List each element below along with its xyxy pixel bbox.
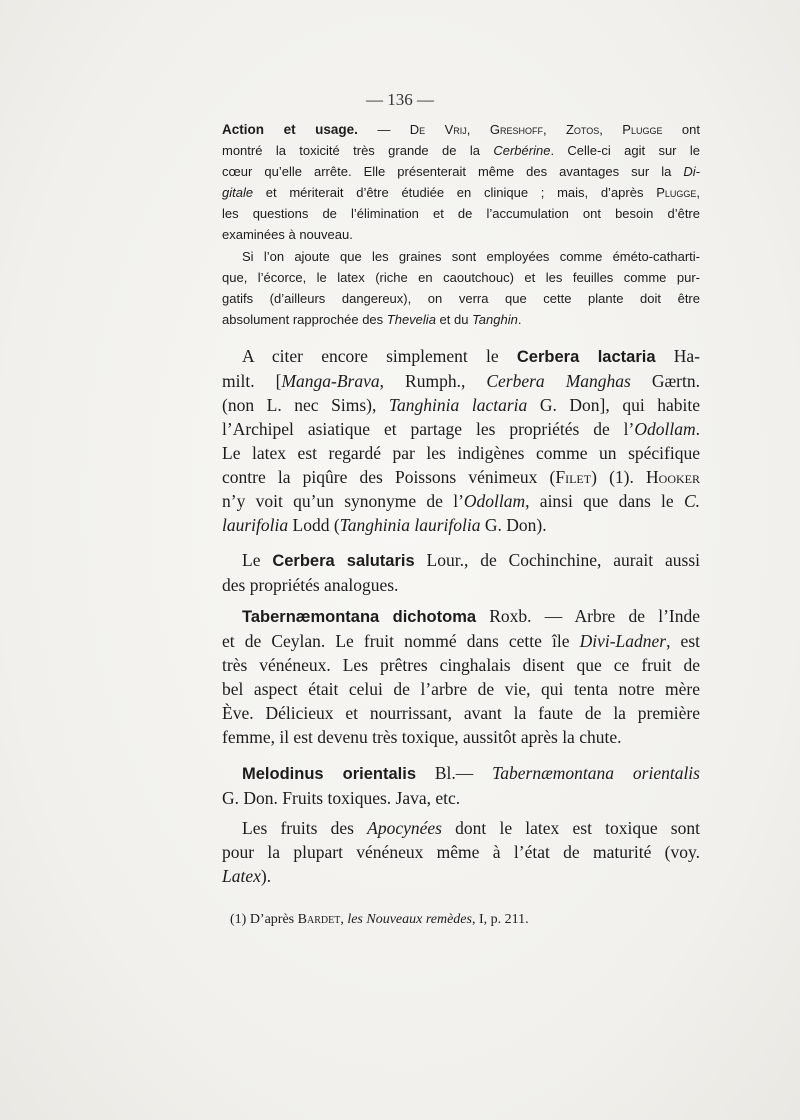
bold-term: Melodinus orientalis <box>242 765 417 783</box>
text-line <box>222 267 700 288</box>
text-line <box>222 629 700 653</box>
text-run: des propriétés analogues. <box>222 575 399 595</box>
text-run: bel aspect était celui de l’arbre de vie, qui tenta notre mère <box>222 679 700 699</box>
italic-text: Apocynées <box>367 818 442 838</box>
text-run: G. Don. Fruits toxiques. Java, etc. <box>222 788 461 808</box>
text-run: , <box>340 912 348 927</box>
text-run: que, l’écorce, le latex (riche en caoutchouc) et les feuilles comme pur- <box>222 270 700 285</box>
text-run: ). <box>260 866 272 886</box>
text-line <box>222 653 700 677</box>
paragraph-melodinus-orientalis <box>222 761 700 810</box>
italic-text: Tabernæmontana orientalis <box>492 763 700 783</box>
author-name: De Vrij, Greshoff, Zotos, Plugge <box>409 122 663 137</box>
author-name: Bardet <box>297 912 341 927</box>
text-line <box>222 513 700 537</box>
italic-text: laurifolia <box>222 515 289 535</box>
italic-text: Odollam <box>634 419 696 439</box>
text-run: , Rumph., <box>379 371 487 391</box>
text-run: Bl.— <box>416 763 493 783</box>
footnote <box>230 910 708 930</box>
bold-term: Tabernæmontana dichotoma <box>242 608 477 626</box>
text-line <box>222 393 700 417</box>
text-line <box>222 119 700 140</box>
text-run: et du <box>435 312 473 327</box>
text-run: , ainsi que dans le <box>525 491 684 511</box>
italic-text: C. <box>683 491 700 511</box>
text-line <box>222 548 700 573</box>
text-run: Si l’on ajoute que les graines sont employées comme éméto-catharti- <box>242 249 700 264</box>
italic-text: Thevelia <box>386 312 436 327</box>
text-line <box>222 761 700 786</box>
text-line <box>222 489 700 513</box>
text-run: absolument rapprochée des <box>222 312 387 327</box>
text-run: l’Archipel asiatique et partage les propriétés de l’ <box>222 419 635 439</box>
text-line <box>222 465 700 489</box>
text-line <box>222 161 700 182</box>
text-run: et mériterait d’être étudiée en clinique ; mais, d’après <box>253 185 657 200</box>
text-line <box>222 864 700 888</box>
text-run: Ha- <box>655 346 700 366</box>
paragraph-apocynees <box>222 816 700 888</box>
text-run: (non L. nec Sims), <box>222 395 389 415</box>
author-name: Filet <box>555 467 592 487</box>
text-run: — <box>357 122 410 137</box>
text-run: ont <box>662 122 701 137</box>
text-line <box>222 182 700 203</box>
paragraph-cerbera-salutaris <box>222 548 700 597</box>
text-run: Le latex est regardé par les indigènes comme un spécifique <box>222 443 700 463</box>
text-run: , <box>696 185 700 200</box>
italic-text: Odollam <box>463 491 526 511</box>
text-run: Lodd ( <box>288 515 340 535</box>
text-run: examinées à nouveau. <box>222 227 353 242</box>
text-line <box>222 369 700 393</box>
text-run: . Celle-ci agit sur le <box>550 143 700 158</box>
text-run: très vénéneux. Les prêtres cinghalais disent que ce fruit de <box>222 655 700 675</box>
text-run: (1) D’après <box>230 912 298 927</box>
text-line <box>222 224 700 245</box>
italic-text: Di- <box>683 164 700 179</box>
text-run: G. Don). <box>480 515 547 535</box>
italic-text: Manga-Brava <box>281 371 380 391</box>
text-line <box>222 246 700 267</box>
author-name: Plugge <box>656 185 697 200</box>
text-run: gatifs (d’ailleurs dangereux), on verra que cette plante doit être <box>222 291 700 306</box>
italic-text: gitale <box>222 185 254 200</box>
paragraph-cerbera-lactaria <box>222 344 700 537</box>
italic-text: Tanghinia laurifolia <box>339 515 481 535</box>
text-line <box>230 910 708 930</box>
text-line <box>222 725 700 749</box>
text-run: G. Don], qui habite <box>527 395 701 415</box>
author-name: Hooker <box>646 467 700 487</box>
text-run: . <box>695 419 700 439</box>
italic-text: Latex <box>222 866 261 886</box>
text-run: contre la piqûre des Poissons vénimeux ( <box>222 467 556 487</box>
text-run: Roxb. — Arbre de l’Inde <box>476 606 700 626</box>
text-line <box>222 344 700 369</box>
text-run: n’y voit qu’un synonyme de l’ <box>222 491 464 511</box>
italic-text: Cerbera Manghas <box>486 371 631 391</box>
text-line <box>222 816 700 840</box>
text-run: Lour., de Cochinchine, aurait aussi <box>414 550 700 570</box>
text-run: dont le latex est toxique sont <box>441 818 700 838</box>
text-line <box>222 140 700 161</box>
text-run: , est <box>666 631 700 651</box>
italic-text: Tanghin <box>472 312 518 327</box>
paragraph-action-et-usage <box>222 119 700 245</box>
text-run: ) (1). <box>591 467 647 487</box>
italic-text: les Nouveaux remèdes <box>347 912 472 927</box>
text-run: . <box>517 312 522 327</box>
text-run: et de Ceylan. Le fruit nommé dans cette île <box>222 631 580 651</box>
text-line <box>222 288 700 309</box>
text-run: montré la toxicité très grande de la <box>222 143 494 158</box>
text-line <box>222 573 700 597</box>
text-run: Ève. Délicieux et nourrissant, avant la faute de la première <box>222 703 700 723</box>
bold-term: Cerbera salutaris <box>272 552 415 570</box>
text-run: , I, p. 211. <box>471 912 529 927</box>
paragraph-tabernaemontana-dichotoma <box>222 604 700 749</box>
italic-text: Divi-Ladner <box>579 631 667 651</box>
text-run: Les fruits des <box>242 818 368 838</box>
italic-text: Cerbérine <box>493 143 551 158</box>
page-number: — 136 — <box>366 90 434 109</box>
text-line <box>222 701 700 725</box>
text-line <box>222 677 700 701</box>
text-run: milt. [ <box>222 371 282 391</box>
text-line <box>222 786 700 810</box>
text-line <box>222 604 700 629</box>
text-run: les questions de l’élimination et de l’accumulation ont besoin d’être <box>222 206 700 221</box>
text-line <box>222 840 700 864</box>
italic-text: Tanghinia lactaria <box>388 395 528 415</box>
text-run: Le <box>242 550 273 570</box>
text-line <box>222 309 700 330</box>
bold-term: Cerbera lactaria <box>516 348 656 366</box>
text-run: A citer encore simplement le <box>242 346 517 366</box>
text-run: femme, il est devenu très toxique, aussitôt après la chute. <box>222 727 622 747</box>
text-line <box>222 441 700 465</box>
bold-term: Action et usage. <box>222 122 358 137</box>
text-line <box>222 203 700 224</box>
text-run: cœur qu’elle arrête. Elle présenterait même des avantages sur la <box>222 164 684 179</box>
paragraph-graines-latex <box>222 246 700 330</box>
text-line <box>222 417 700 441</box>
text-run: Gærtn. <box>630 371 700 391</box>
text-run: pour la plupart vénéneux même à l’état de maturité (voy. <box>222 842 700 862</box>
